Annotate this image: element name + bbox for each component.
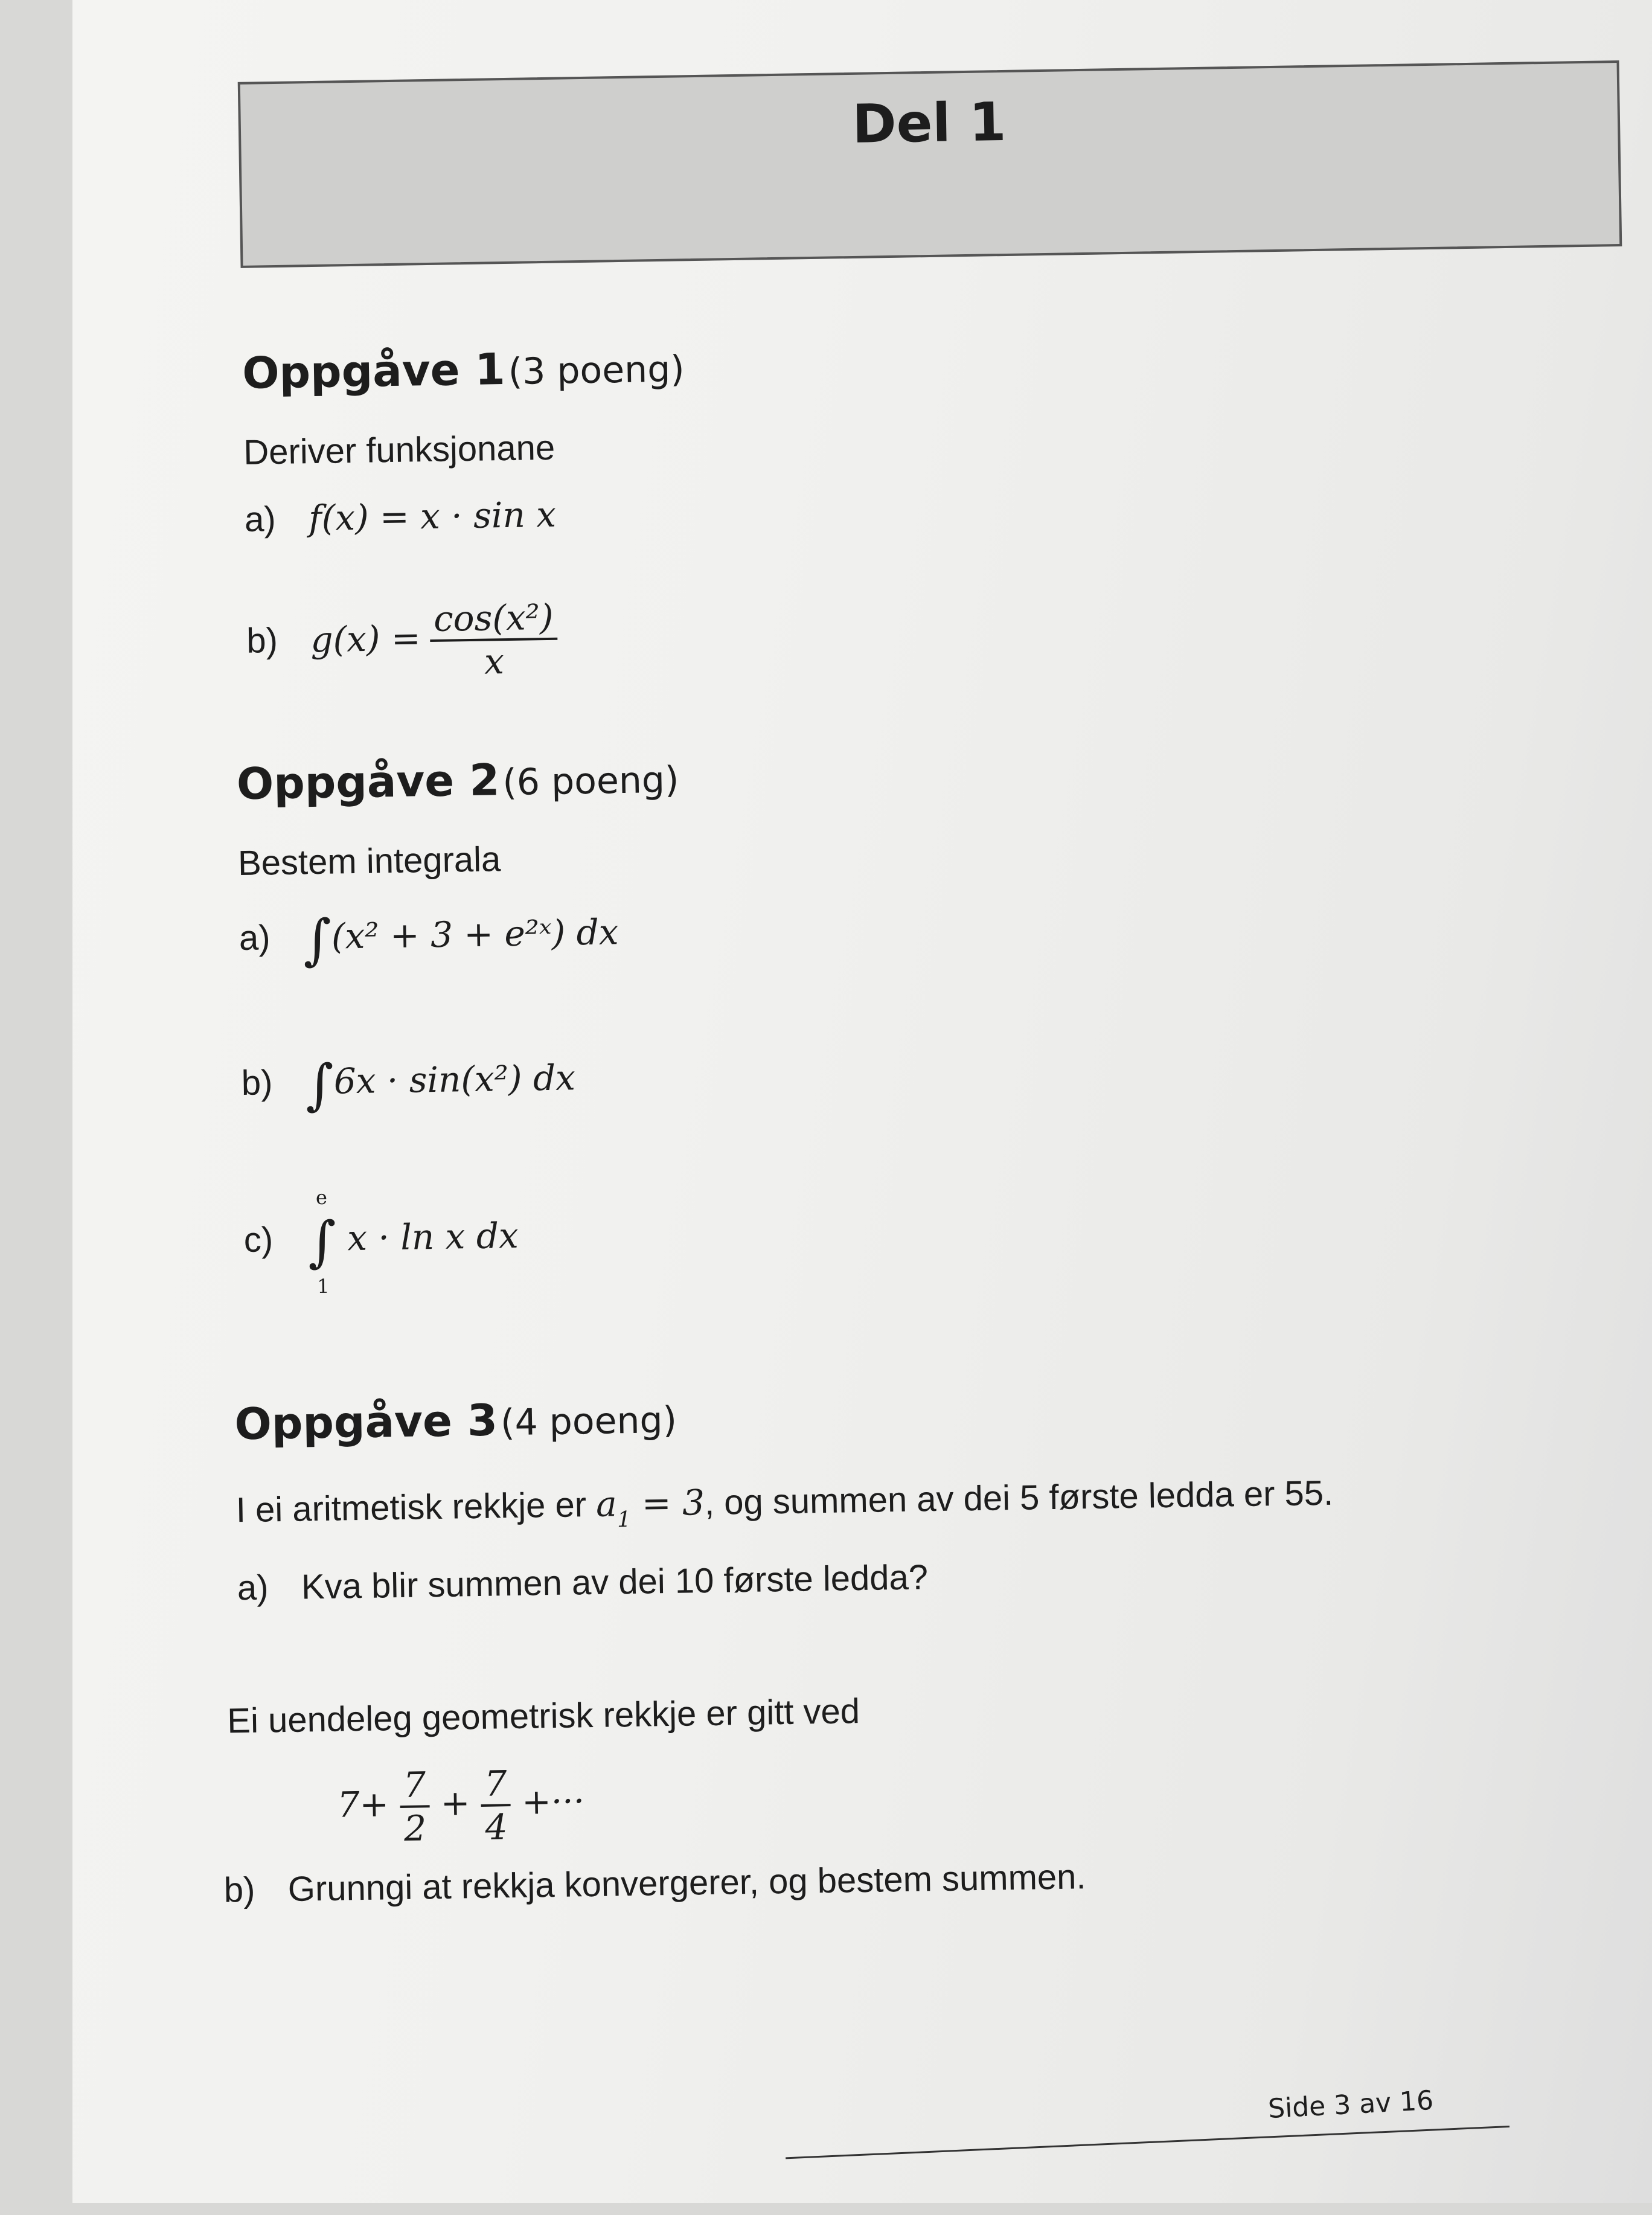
section-title: Del 1 bbox=[851, 90, 1007, 155]
task-2b-label: b) bbox=[241, 1063, 273, 1103]
task-2a-label: a) bbox=[239, 918, 271, 958]
task-2c bbox=[243, 1185, 519, 1298]
sequence-term-index: 1 bbox=[616, 1507, 632, 1533]
task-2c-label: c) bbox=[243, 1220, 274, 1260]
task-1a bbox=[245, 494, 557, 540]
task-1b bbox=[246, 597, 558, 686]
task-1a-label: a) bbox=[244, 499, 277, 539]
task-2-heading bbox=[236, 752, 679, 809]
task-2-points: (6 poeng) bbox=[502, 758, 679, 804]
task-3a bbox=[237, 1557, 928, 1608]
task-2b-expression: 6x · sin(x²) dx bbox=[333, 1057, 576, 1102]
geometric-series bbox=[337, 1761, 586, 1850]
task-1b-numerator: cos(x²) bbox=[430, 597, 557, 642]
task-1b-denominator: x bbox=[484, 641, 505, 682]
first-term-value: = 3 bbox=[630, 1482, 705, 1524]
task-1a-expression: f(x) = x · sin x bbox=[308, 493, 557, 539]
task-1-intro: Deriver funksjonane bbox=[243, 428, 555, 472]
task-3-intro-text: I ei aritmetisk rekkje er bbox=[235, 1484, 597, 1530]
sequence-term-symbol: a bbox=[595, 1483, 618, 1525]
integral-sign-icon: ∫ bbox=[303, 908, 332, 972]
task-2-intro: Bestem integrala bbox=[237, 839, 501, 883]
page-content bbox=[56, 0, 1652, 2215]
definite-integral bbox=[307, 1185, 337, 1298]
task-3-geometric-intro: Ei uendeleg geometrisk rekkje er gitt ved bbox=[226, 1691, 860, 1741]
task-3-name: Oppgåve 3 bbox=[234, 1394, 498, 1450]
task-3b bbox=[223, 1856, 1086, 1910]
series-term3-numerator: 7 bbox=[481, 1763, 511, 1807]
task-3a-text: Kva blir summen av dei 10 første ledda? bbox=[301, 1557, 929, 1607]
task-1-heading bbox=[242, 341, 685, 398]
section-header-box bbox=[238, 60, 1622, 268]
integral-sign-icon: ∫ bbox=[307, 1210, 337, 1274]
task-3-intro-rest: , og summen av dei 5 første ledda er 55. bbox=[704, 1473, 1334, 1523]
series-term3-denominator: 4 bbox=[484, 1806, 508, 1848]
task-1b-fraction bbox=[430, 597, 559, 683]
task-2-name: Oppgåve 2 bbox=[236, 754, 500, 810]
task-2b bbox=[241, 1049, 576, 1118]
task-3a-label: a) bbox=[237, 1568, 269, 1608]
series-ellipsis: +··· bbox=[521, 1780, 585, 1822]
task-1-name: Oppgåve 1 bbox=[242, 344, 506, 399]
paper-sheet bbox=[72, 0, 1652, 2203]
task-3-points: (4 poeng) bbox=[500, 1399, 677, 1444]
series-term2-numerator: 7 bbox=[399, 1764, 429, 1808]
task-3b-label: b) bbox=[223, 1870, 255, 1910]
task-1-points: (3 poeng) bbox=[508, 348, 685, 393]
task-2a-expression: (x² + 3 + e²ˣ) dx bbox=[331, 911, 619, 957]
series-term2-denominator: 2 bbox=[403, 1807, 427, 1849]
task-2c-expression: x · ln x dx bbox=[347, 1214, 519, 1259]
series-first-term: 7+ bbox=[337, 1783, 389, 1826]
task-3-heading bbox=[234, 1392, 677, 1449]
integral-lower-limit: 1 bbox=[316, 1274, 330, 1298]
task-1b-label: b) bbox=[246, 621, 278, 661]
task-3-intro bbox=[235, 1472, 1334, 1539]
task-3b-text: Grunngi at rekkja konvergerer, og bestem summen. bbox=[287, 1857, 1086, 1909]
task-1b-lhs: g(x) = bbox=[310, 617, 421, 661]
task-2a bbox=[239, 903, 619, 973]
integral-upper-limit: e bbox=[315, 1185, 328, 1210]
page-number: Side 3 av 16 bbox=[1267, 2085, 1435, 2125]
integral-sign-icon: ∫ bbox=[305, 1053, 335, 1117]
series-plus: + bbox=[440, 1782, 470, 1824]
